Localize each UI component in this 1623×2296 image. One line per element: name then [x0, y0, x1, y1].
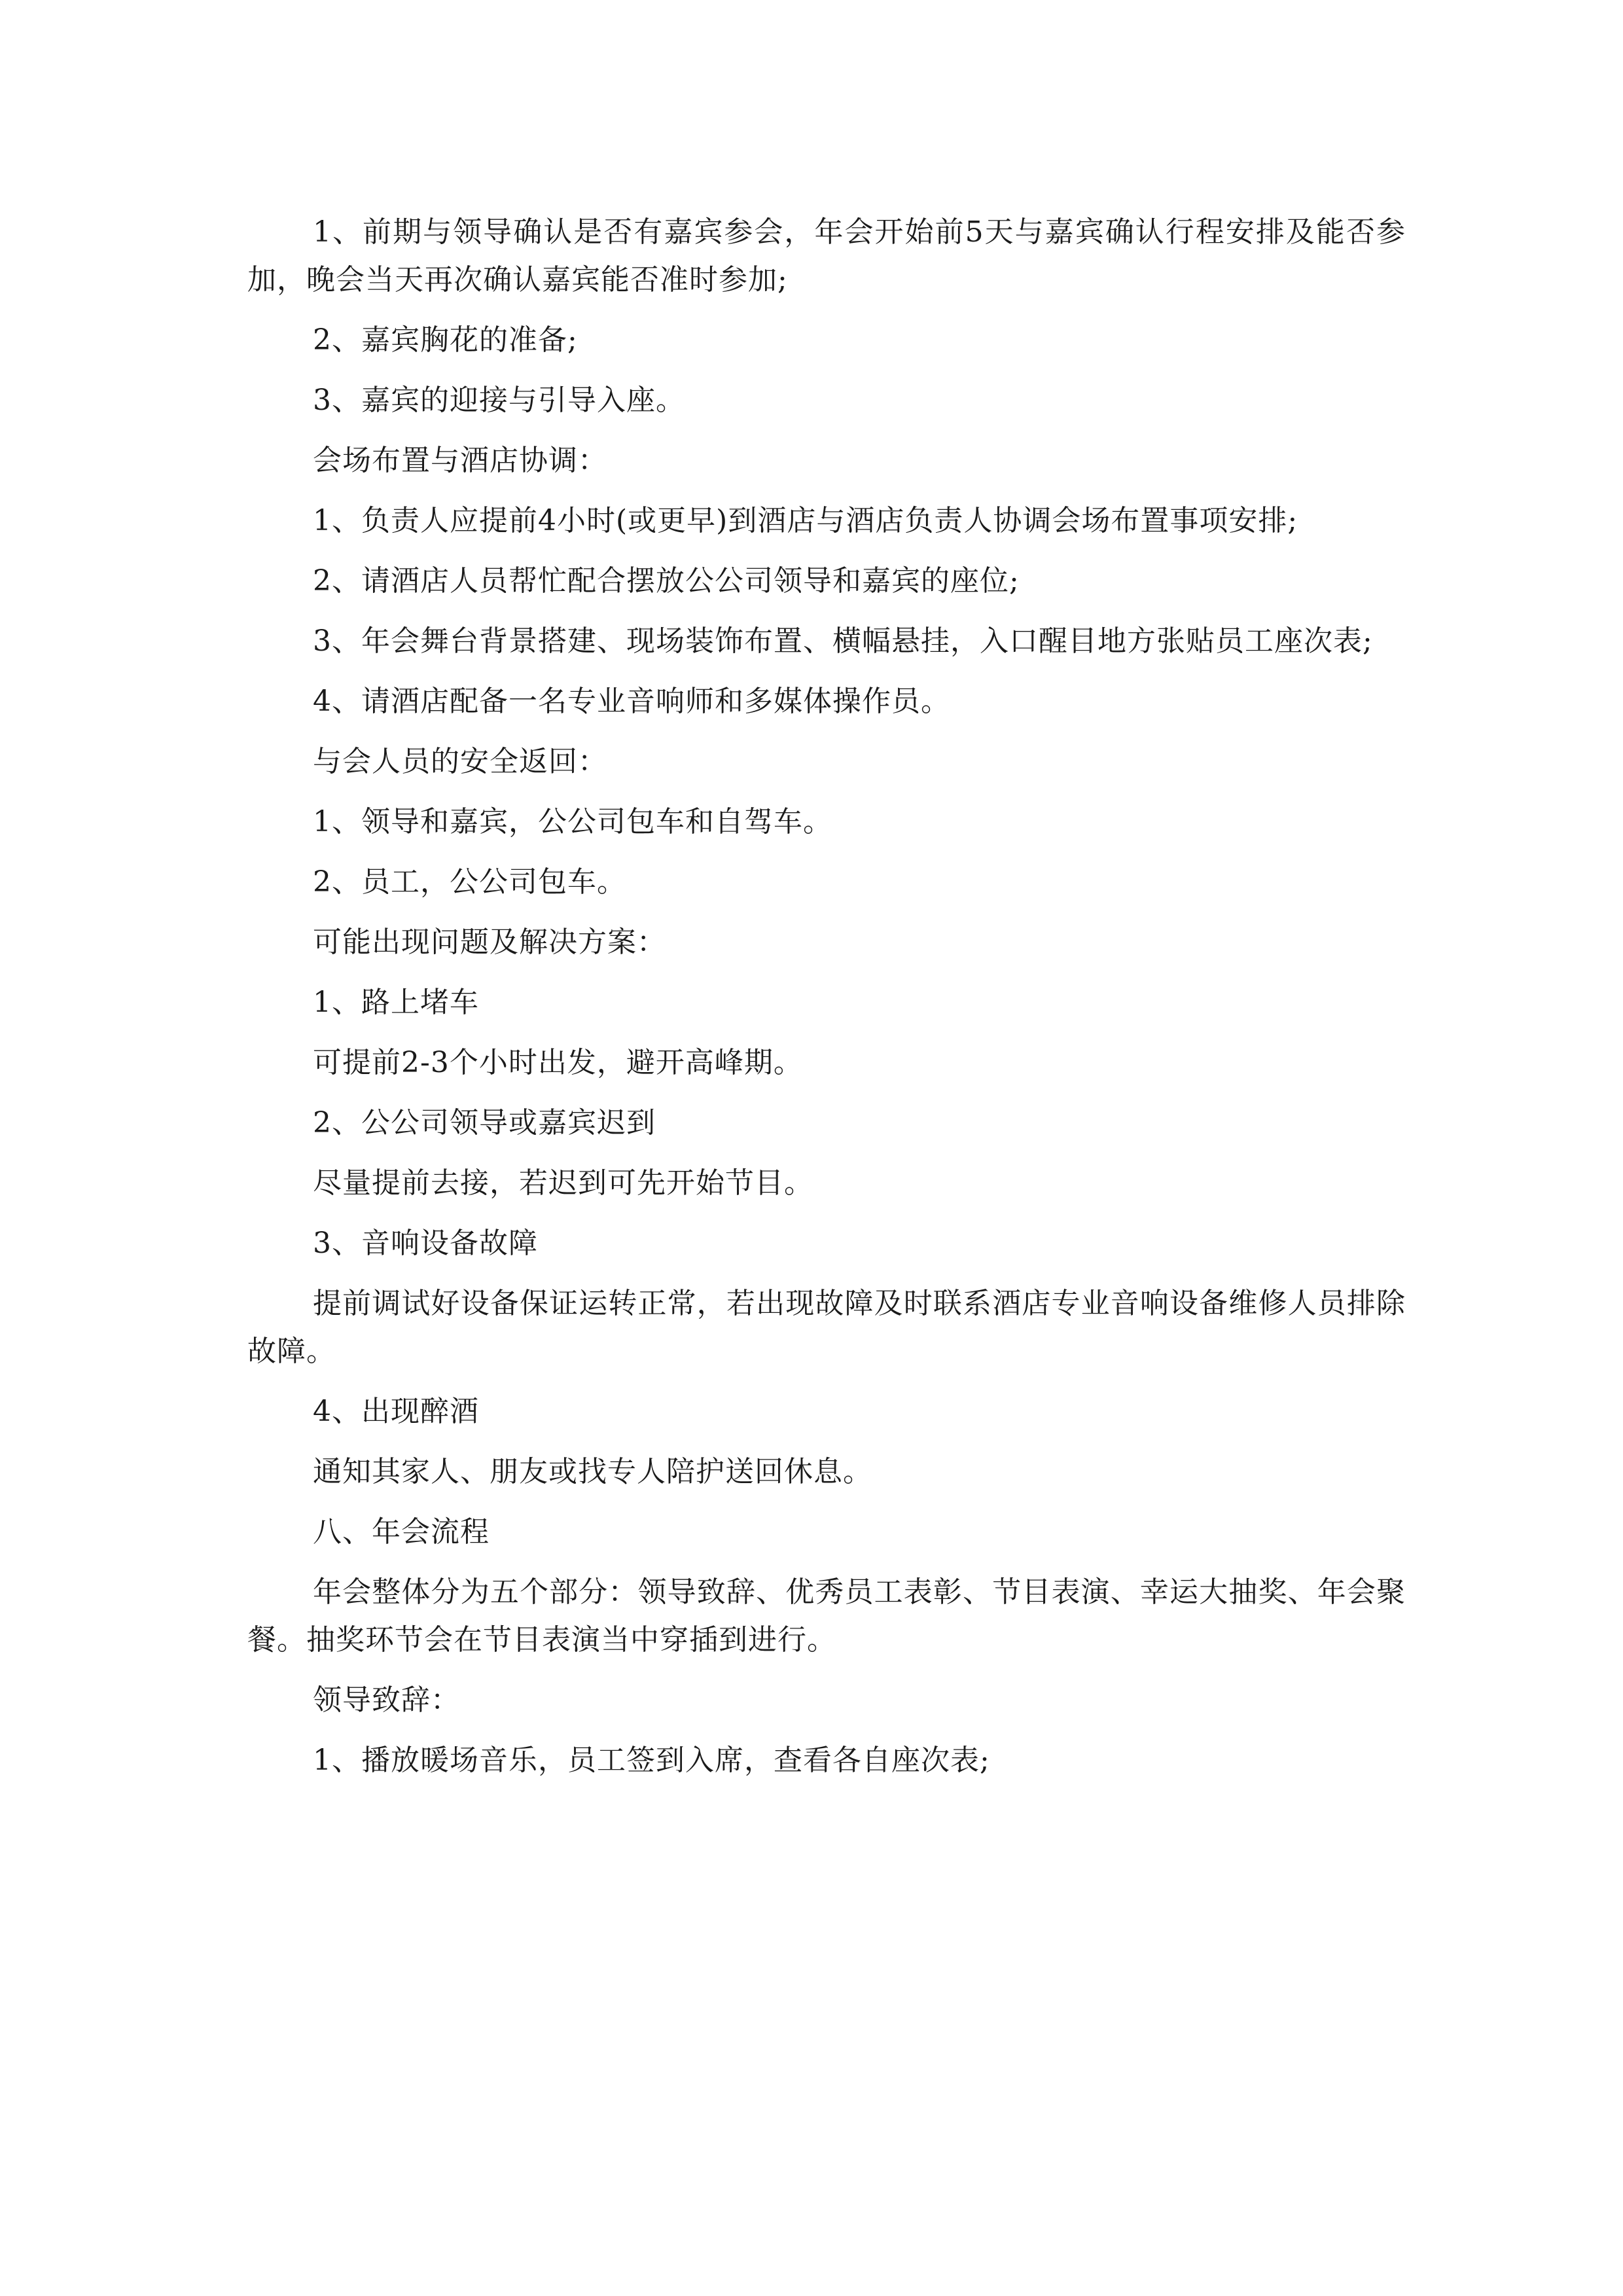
heading-leader-speech: 领导致辞： [313, 1683, 460, 1717]
paragraph-venue-sound: 4、请酒店配备一名专业音响师和多媒体操作员。 [313, 685, 950, 718]
solution-late-guests: 尽量提前去接，若迟到可先开始节目。 [313, 1166, 813, 1200]
paragraph-venue-arrive-early: 1、负责人应提前4小时(或更早)到酒店与酒店负责人协调会场布置事项安排; [313, 504, 1298, 537]
paragraph-return-staff: 2、员工，公公司包车。 [313, 865, 626, 899]
paragraph-process-overview: 年会整体分为五个部分：领导致辞、优秀员工表彰、节目表演、幸运大抽奖、年会聚餐。抽奖环节会在节目表演当中穿插到进行。 [247, 1575, 1406, 1657]
solution-sound-failure: 提前调试好设备保证运转正常，若出现故障及时联系酒店专业音响设备维修人员排除故障。 [247, 1287, 1406, 1368]
paragraph-return-leaders: 1、领导和嘉宾，公公司包车和自驾车。 [313, 805, 832, 838]
heading-issues-solutions: 可能出现问题及解决方案： [313, 925, 666, 959]
issue-traffic: 1、路上堵车 [313, 986, 479, 1019]
heading-safe-return: 与会人员的安全返回： [313, 745, 607, 778]
paragraph-guest-confirmation: 1、前期与领导确认是否有嘉宾参会，年会开始前5天与嘉宾确认行程安排及能否参加，晚会当天再次确认嘉宾能否准时参加; [247, 215, 1406, 296]
issue-drunkenness: 4、出现醉酒 [313, 1395, 479, 1428]
issue-sound-failure: 3、音响设备故障 [313, 1227, 538, 1260]
heading-annual-meeting-process: 八、年会流程 [313, 1515, 490, 1549]
heading-venue-hotel: 会场布置与酒店协调： [313, 444, 607, 477]
paragraph-guest-corsage: 2、嘉宾胸花的准备; [313, 323, 578, 357]
paragraph-venue-stage: 3、年会舞台背景搭建、现场装饰布置、横幅悬挂，入口醒目地方张贴员工座次表; [313, 624, 1373, 658]
paragraph-venue-seating: 2、请酒店人员帮忙配合摆放公公司领导和嘉宾的座位; [313, 564, 1020, 598]
paragraph-guest-reception: 3、嘉宾的迎接与引导入座。 [313, 384, 685, 417]
solution-drunkenness: 通知其家人、朋友或找专人陪护送回休息。 [313, 1455, 872, 1488]
issue-late-guests: 2、公公司领导或嘉宾迟到 [313, 1106, 656, 1139]
solution-traffic: 可提前2-3个小时出发，避开高峰期。 [313, 1046, 803, 1079]
paragraph-warmup-music: 1、播放暖场音乐，员工签到入席，查看各自座次表; [313, 1744, 990, 1777]
document-body [247, 208, 1406, 1797]
